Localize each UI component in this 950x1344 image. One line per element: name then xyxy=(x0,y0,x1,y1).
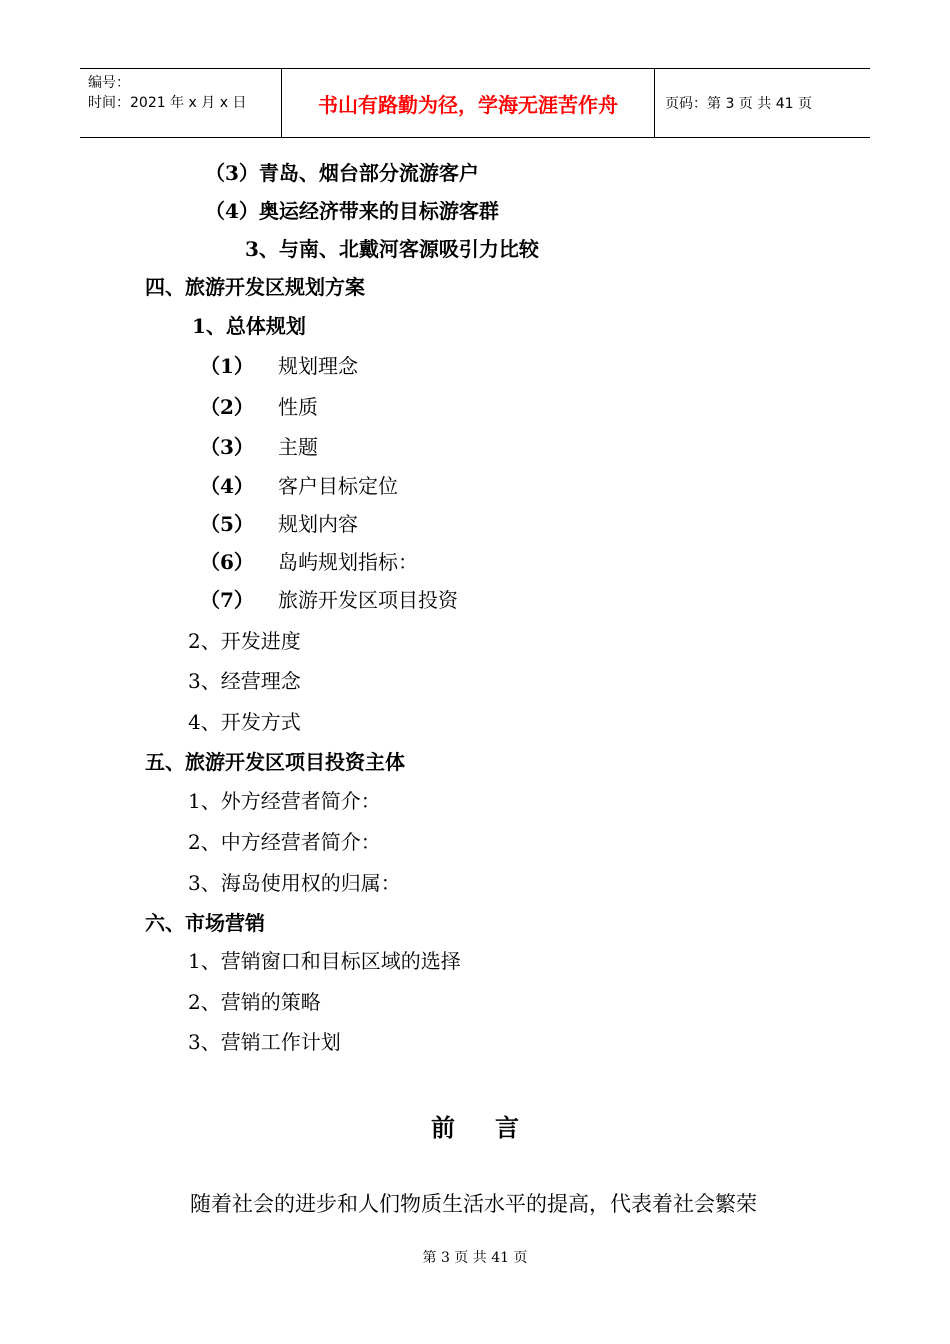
item-text: 规划理念 xyxy=(278,354,358,378)
item-number: （4） xyxy=(200,474,254,498)
toc-line: 2、开发进度 xyxy=(188,629,301,653)
item-text: 客户目标定位 xyxy=(278,474,398,498)
item-number: （1） xyxy=(200,354,254,378)
toc-line: 3、海岛使用权的归属： xyxy=(188,871,401,895)
toc-line: 1、营销窗口和目标区域的选择 xyxy=(188,949,461,973)
toc-item xyxy=(200,394,318,420)
header-page-info: 页码：第 3 页 共 41 页 xyxy=(665,96,812,112)
header-motto: 书山有路勤为径，学海无涯苦作舟 xyxy=(282,69,655,137)
toc-line: （3）青岛、烟台部分流游客户 xyxy=(205,161,479,185)
number-label: 编号： xyxy=(88,75,130,91)
header-meta xyxy=(80,69,282,137)
toc-line: （4）奥运经济带来的目标游客群 xyxy=(205,199,499,223)
toc-line: 2、中方经营者简介： xyxy=(188,830,381,854)
toc-item xyxy=(200,549,418,575)
time-label: 时间：2021 年 x 月 x 日 xyxy=(88,95,247,111)
toc-line: 3、经营理念 xyxy=(188,669,301,693)
toc-line: 1、总体规划 xyxy=(192,314,306,338)
item-text: 性质 xyxy=(278,395,318,419)
toc-heading: 五、旅游开发区项目投资主体 xyxy=(145,750,405,774)
body-paragraph: 随着社会的进步和人们物质生活水平的提高，代表着社会繁荣 xyxy=(190,1192,757,1216)
toc-line: 3、与南、北戴河客源吸引力比较 xyxy=(245,237,539,261)
toc-heading: 六、市场营销 xyxy=(145,911,265,935)
toc-line: 3、营销工作计划 xyxy=(188,1030,341,1054)
item-number: （6） xyxy=(200,550,254,574)
item-number: （2） xyxy=(200,395,254,419)
toc-item xyxy=(200,434,318,460)
toc-item xyxy=(200,353,358,379)
item-number: （5） xyxy=(200,512,254,536)
page-header xyxy=(80,68,870,138)
toc-item xyxy=(200,511,358,537)
item-text: 岛屿规划指标： xyxy=(278,550,418,574)
toc-line: 4、开发方式 xyxy=(188,710,301,734)
toc-line: 2、营销的策略 xyxy=(188,990,321,1014)
item-text: 旅游开发区项目投资 xyxy=(278,588,458,612)
toc-line: 1、外方经营者简介： xyxy=(188,789,381,813)
section-title: 前言 xyxy=(431,1113,559,1142)
page-footer: 第 3 页 共 41 页 xyxy=(422,1250,528,1266)
item-number: （3） xyxy=(200,435,254,459)
item-text: 规划内容 xyxy=(278,512,358,536)
item-text: 主题 xyxy=(278,435,318,459)
toc-item xyxy=(200,587,458,613)
toc-item xyxy=(200,473,398,499)
item-number: （7） xyxy=(200,588,254,612)
toc-heading: 四、旅游开发区规划方案 xyxy=(145,275,365,299)
